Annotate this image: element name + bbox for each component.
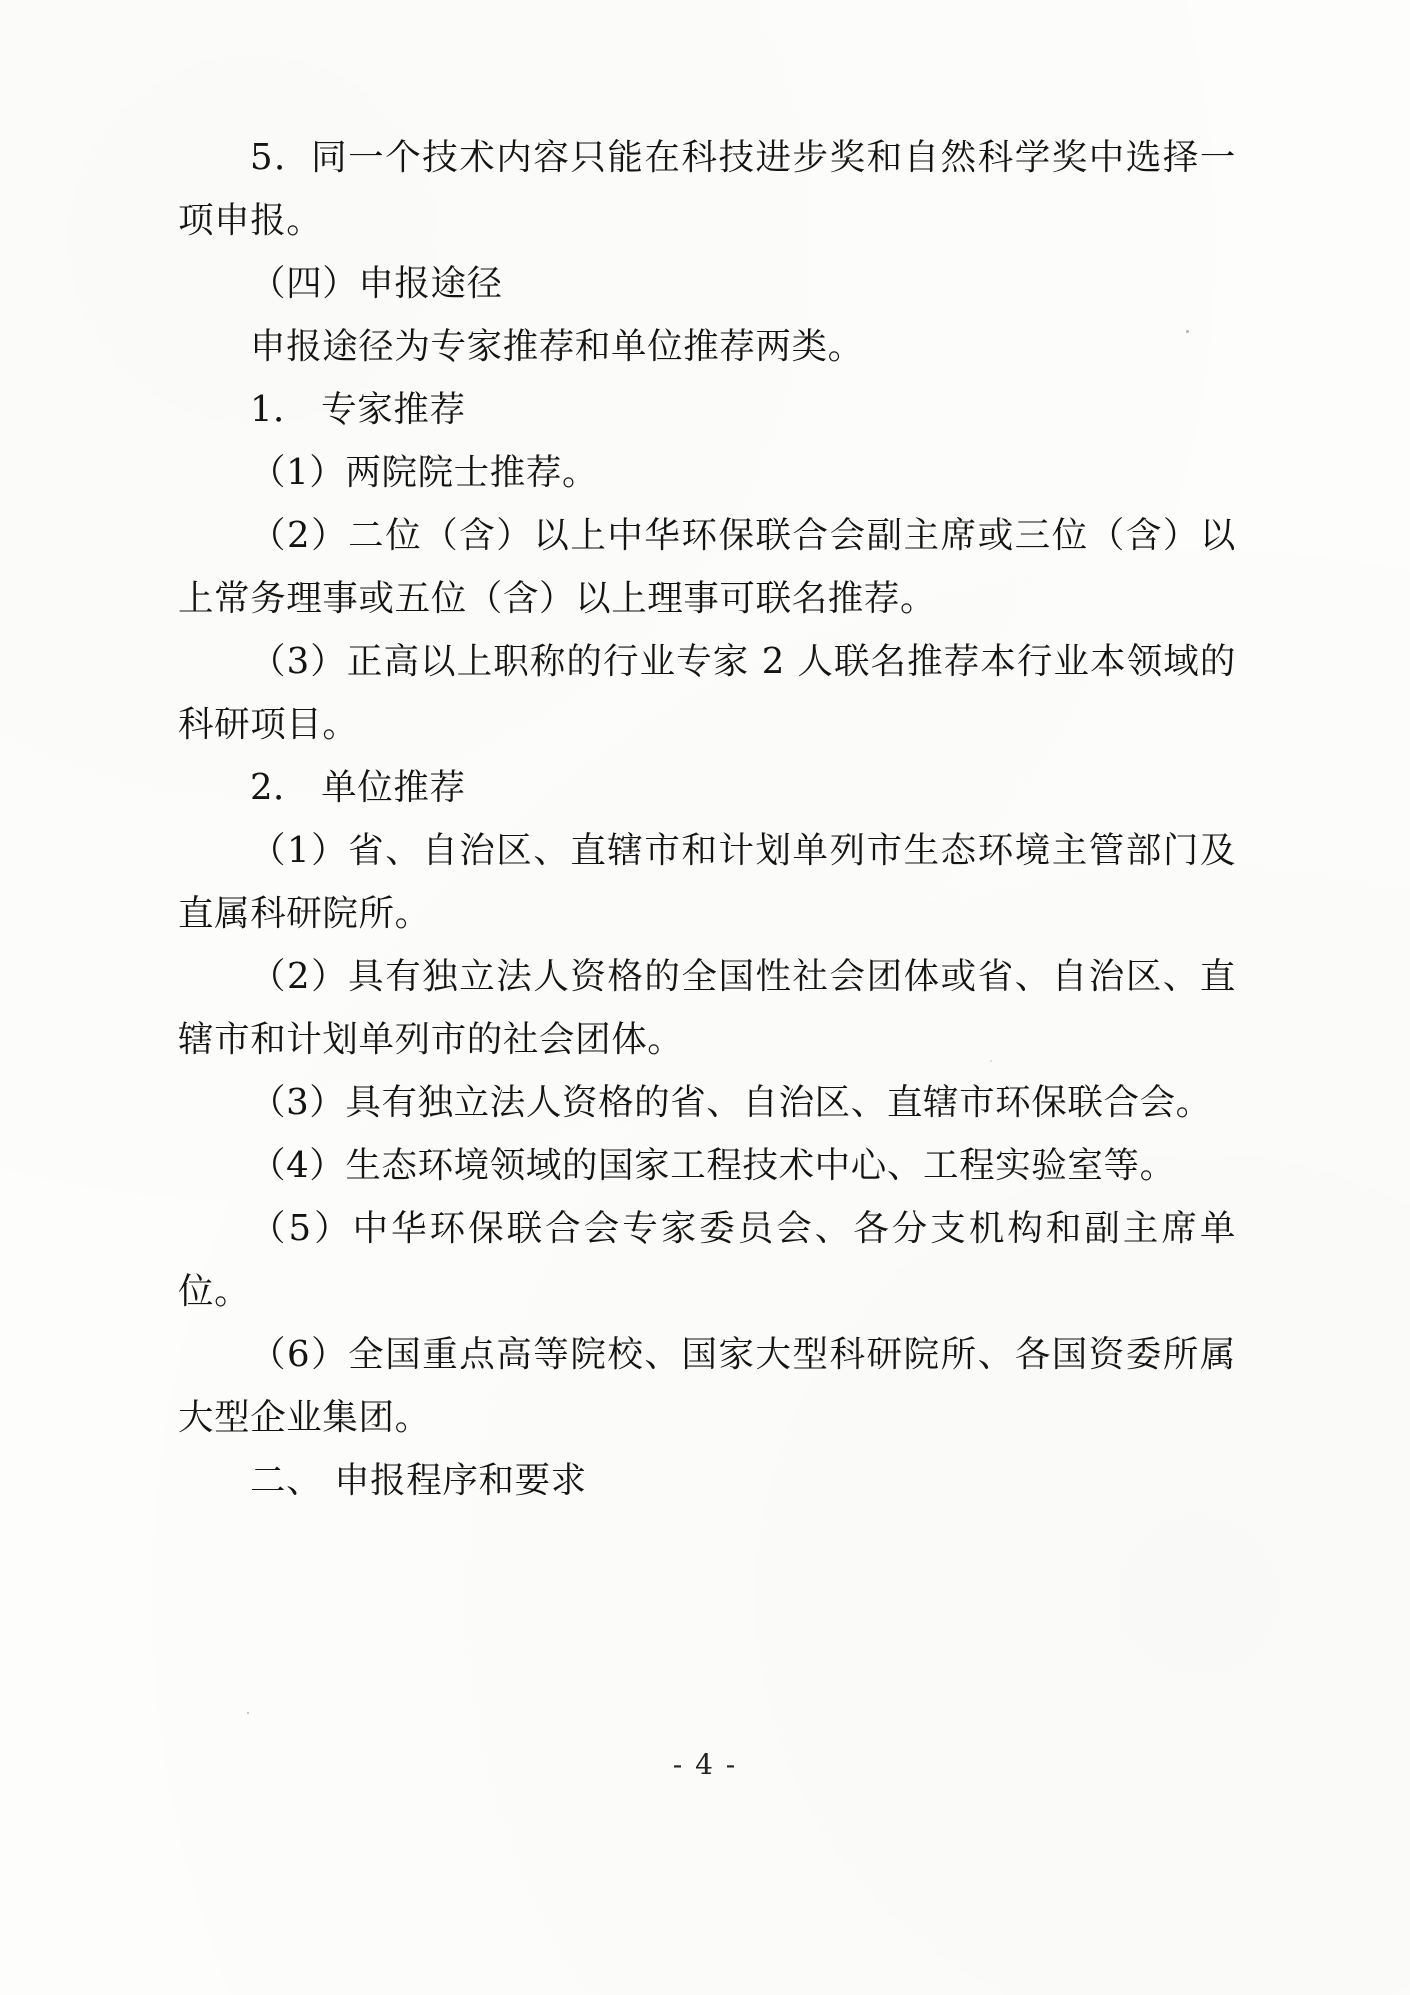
paragraph: （2）具有独立法人资格的全国性社会团体或省、自治区、直辖市和计划单列市的社会团体。 — [178, 956, 1236, 1060]
document-body — [178, 126, 1236, 1512]
page-number: - 4 - — [672, 1748, 738, 1781]
paragraph: （1）两院院士推荐。 — [250, 452, 599, 493]
subheading-expert-recommendation: 1． 专家推荐 — [250, 389, 466, 430]
paragraph: 5．同一个技术内容只能在科技进步奖和自然科学奖中选择一项申报。 — [178, 137, 1236, 241]
scan-speck — [247, 1712, 249, 1714]
paragraph: （3）正高以上职称的行业专家 2 人联名推荐本行业本领域的科研项目。 — [178, 641, 1236, 745]
section-heading-application-channel: （四）申报途径 — [250, 263, 503, 304]
paragraph: （5）中华环保联合会专家委员会、各分支机构和副主席单位。 — [178, 1208, 1236, 1312]
subheading-unit-recommendation: 2． 单位推荐 — [250, 767, 466, 808]
paragraph: （3）具有独立法人资格的省、自治区、直辖市环保联合会。 — [250, 1082, 1212, 1123]
paragraph: （2）二位（含）以上中华环保联合会副主席或三位（含）以上常务理事或五位（含）以上理事可联名推荐。 — [178, 515, 1236, 619]
section-heading-procedure-requirements: 二、 申报程序和要求 — [250, 1460, 587, 1501]
paragraph: （1）省、自治区、直辖市和计划单列市生态环境主管部门及直属科研院所。 — [178, 830, 1236, 934]
paragraph: （6）全国重点高等院校、国家大型科研院所、各国资委所属大型企业集团。 — [178, 1334, 1236, 1438]
paragraph: 申报途径为专家推荐和单位推荐两类。 — [250, 326, 864, 367]
paragraph: （4）生态环境领域的国家工程技术中心、工程实验室等。 — [250, 1145, 1176, 1186]
